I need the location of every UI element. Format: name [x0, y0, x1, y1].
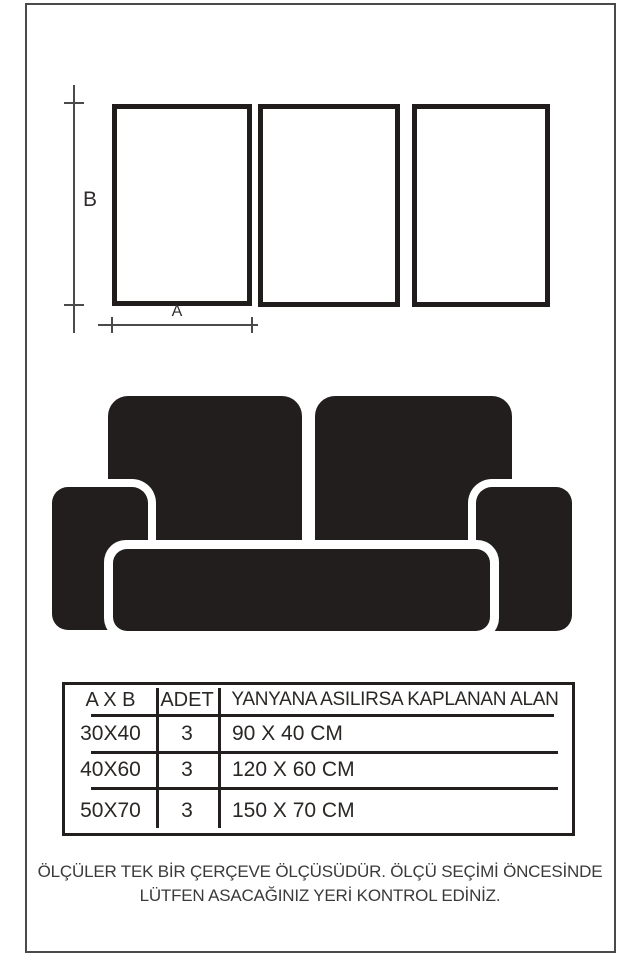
table-row-2-qty: 3: [181, 758, 193, 781]
sofa-seat: [113, 549, 490, 631]
disclaimer-line-1: ÖLÇÜLER TEK BİR ÇERÇEVE ÖLÇÜSÜDÜR. ÖLÇÜ SEÇİMİ ÖNCESİNDE: [37, 862, 603, 881]
table-header-area: YANYANA ASILIRSA KAPLANAN ALAN: [231, 689, 559, 710]
table-column-divider-2: [218, 688, 221, 828]
table-column-divider-1: [156, 688, 159, 828]
table-row-divider-3: [91, 787, 558, 790]
width-dimension-tick-left: [111, 317, 113, 333]
table-row-3-qty: 3: [181, 798, 193, 822]
sofa-illustration: [0, 388, 640, 648]
table-row-3-area: 150 X 70 CM: [232, 798, 355, 822]
picture-frame-3: [412, 104, 550, 307]
table-header-size: A X B: [85, 688, 136, 711]
table-header-qty: ADET: [160, 688, 214, 711]
table-row-2-size: 40X60: [80, 758, 141, 781]
height-dimension-tick-bottom: [64, 304, 84, 306]
disclaimer-note: [25, 860, 615, 908]
table-row-1-size: 30X40: [80, 721, 141, 745]
disclaimer-line-2: LÜTFEN ASACAĞINIZ YERİ KONTROL EDİNİZ.: [139, 886, 501, 905]
width-dimension-label: A: [171, 303, 183, 320]
height-dimension-line: [73, 85, 75, 333]
picture-frame-2: [258, 104, 400, 307]
height-dimension-label: B: [82, 188, 97, 211]
width-dimension-line: [98, 324, 258, 326]
width-dimension-tick-right: [251, 317, 253, 333]
picture-frame-1: [112, 104, 252, 306]
table-row-1-qty: 3: [181, 721, 193, 745]
table-row-1-area: 90 X 40 CM: [232, 721, 343, 745]
table-row-divider-2: [91, 751, 558, 754]
height-dimension-tick-top: [64, 102, 84, 104]
table-row-3-size: 50X70: [80, 798, 141, 822]
table-row-divider-1: [91, 714, 554, 717]
size-table: [62, 682, 575, 836]
table-row-2-area: 120 X 60 CM: [232, 758, 355, 781]
